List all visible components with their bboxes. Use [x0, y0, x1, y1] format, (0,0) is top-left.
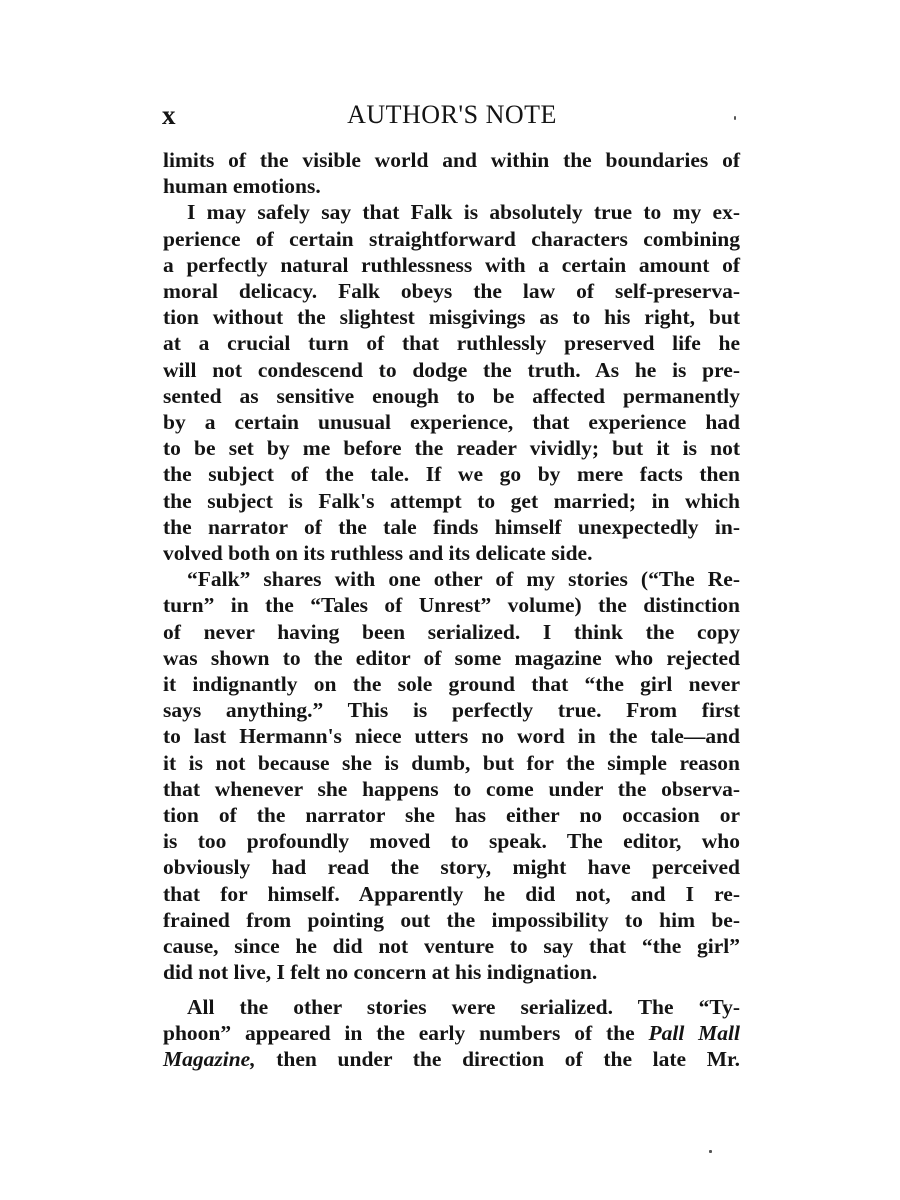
text-line — [163, 1020, 740, 1046]
print-speck — [709, 1150, 712, 1153]
text-line: I may safely say that Falk is absolutely true to my ex- — [187, 200, 740, 225]
text-line: to last Hermann's niece utters no word in the tale—and — [163, 724, 740, 749]
text-line: All the other stories were serialized. The “Ty- — [187, 994, 740, 1019]
text-line: human emotions. — [163, 174, 321, 199]
text-line: the narrator of the tale finds himself unexpectedly in- — [163, 514, 740, 539]
running-head — [162, 100, 742, 132]
paragraph — [163, 199, 740, 566]
print-speck — [734, 116, 736, 120]
paragraph — [163, 147, 740, 199]
text-line: says anything.” This is perfectly true. From first — [163, 698, 740, 723]
text-line: to be set by me before the reader vividly; but it is not — [163, 436, 740, 461]
periodical-title: Pall Mall — [648, 1020, 740, 1045]
text-line: moral delicacy. Falk obeys the law of self-preserva- — [163, 279, 740, 304]
text-line: sented as sensitive enough to be affected permanently — [163, 383, 740, 408]
paragraph-gap — [163, 986, 740, 994]
text-line: the subject is Falk's attempt to get married; in which — [163, 488, 740, 513]
text-line: tion without the slightest misgivings as to his right, but — [163, 305, 740, 330]
text-run: phoon” appeared in the early numbers of the — [163, 1020, 649, 1045]
body-text — [163, 147, 740, 1072]
text-line: is too profoundly moved to speak. The editor, who — [163, 829, 740, 854]
text-line: of never having been serialized. I think the copy — [163, 619, 740, 644]
text-line: by a certain unusual experience, that experience had — [163, 410, 740, 435]
text-line: volved both on its ruthless and its delicate side. — [163, 541, 593, 566]
text-line: turn” in the “Tales of Unrest” volume) the distinction — [163, 593, 740, 618]
text-line: the subject of the tale. If we go by mere facts then — [163, 462, 740, 487]
text-line: obviously had read the story, might have perceived — [163, 855, 740, 880]
text-line: was shown to the editor of some magazine who rejected — [163, 645, 740, 670]
text-line: it is not because she is dumb, but for the simple reason — [163, 750, 740, 775]
text-run: then under the direction of the late Mr. — [255, 1046, 740, 1071]
page-number: x — [162, 100, 176, 130]
text-line: a perfectly natural ruthlessness with a certain amount of — [163, 252, 740, 277]
text-line: at a crucial turn of that ruthlessly preserved life he — [163, 331, 740, 356]
text-line — [163, 1046, 740, 1072]
text-line: will not condescend to dodge the truth. As he is pre- — [163, 357, 740, 382]
text-line: tion of the narrator she has either no occasion or — [163, 803, 740, 828]
text-line: frained from pointing out the impossibility to him be- — [163, 907, 740, 932]
text-line: did not live, I felt no concern at his indignation. — [163, 960, 598, 985]
periodical-title: Magazine, — [163, 1046, 256, 1071]
text-line: that whenever she happens to come under the observa- — [163, 776, 740, 801]
text-line: perience of certain straightforward characters combining — [163, 226, 740, 251]
text-line: it indignantly on the sole ground that “the girl never — [163, 672, 740, 697]
text-line: cause, since he did not venture to say that “the girl” — [163, 934, 740, 959]
paragraph — [163, 566, 740, 985]
text-line: that for himself. Apparently he did not, and I re- — [163, 881, 740, 906]
paragraph — [163, 994, 740, 1073]
page-title: AUTHOR'S NOTE — [347, 100, 557, 129]
text-line: “Falk” shares with one other of my stories (“The Re- — [187, 567, 740, 592]
text-line: limits of the visible world and within the boundaries of — [163, 148, 740, 172]
